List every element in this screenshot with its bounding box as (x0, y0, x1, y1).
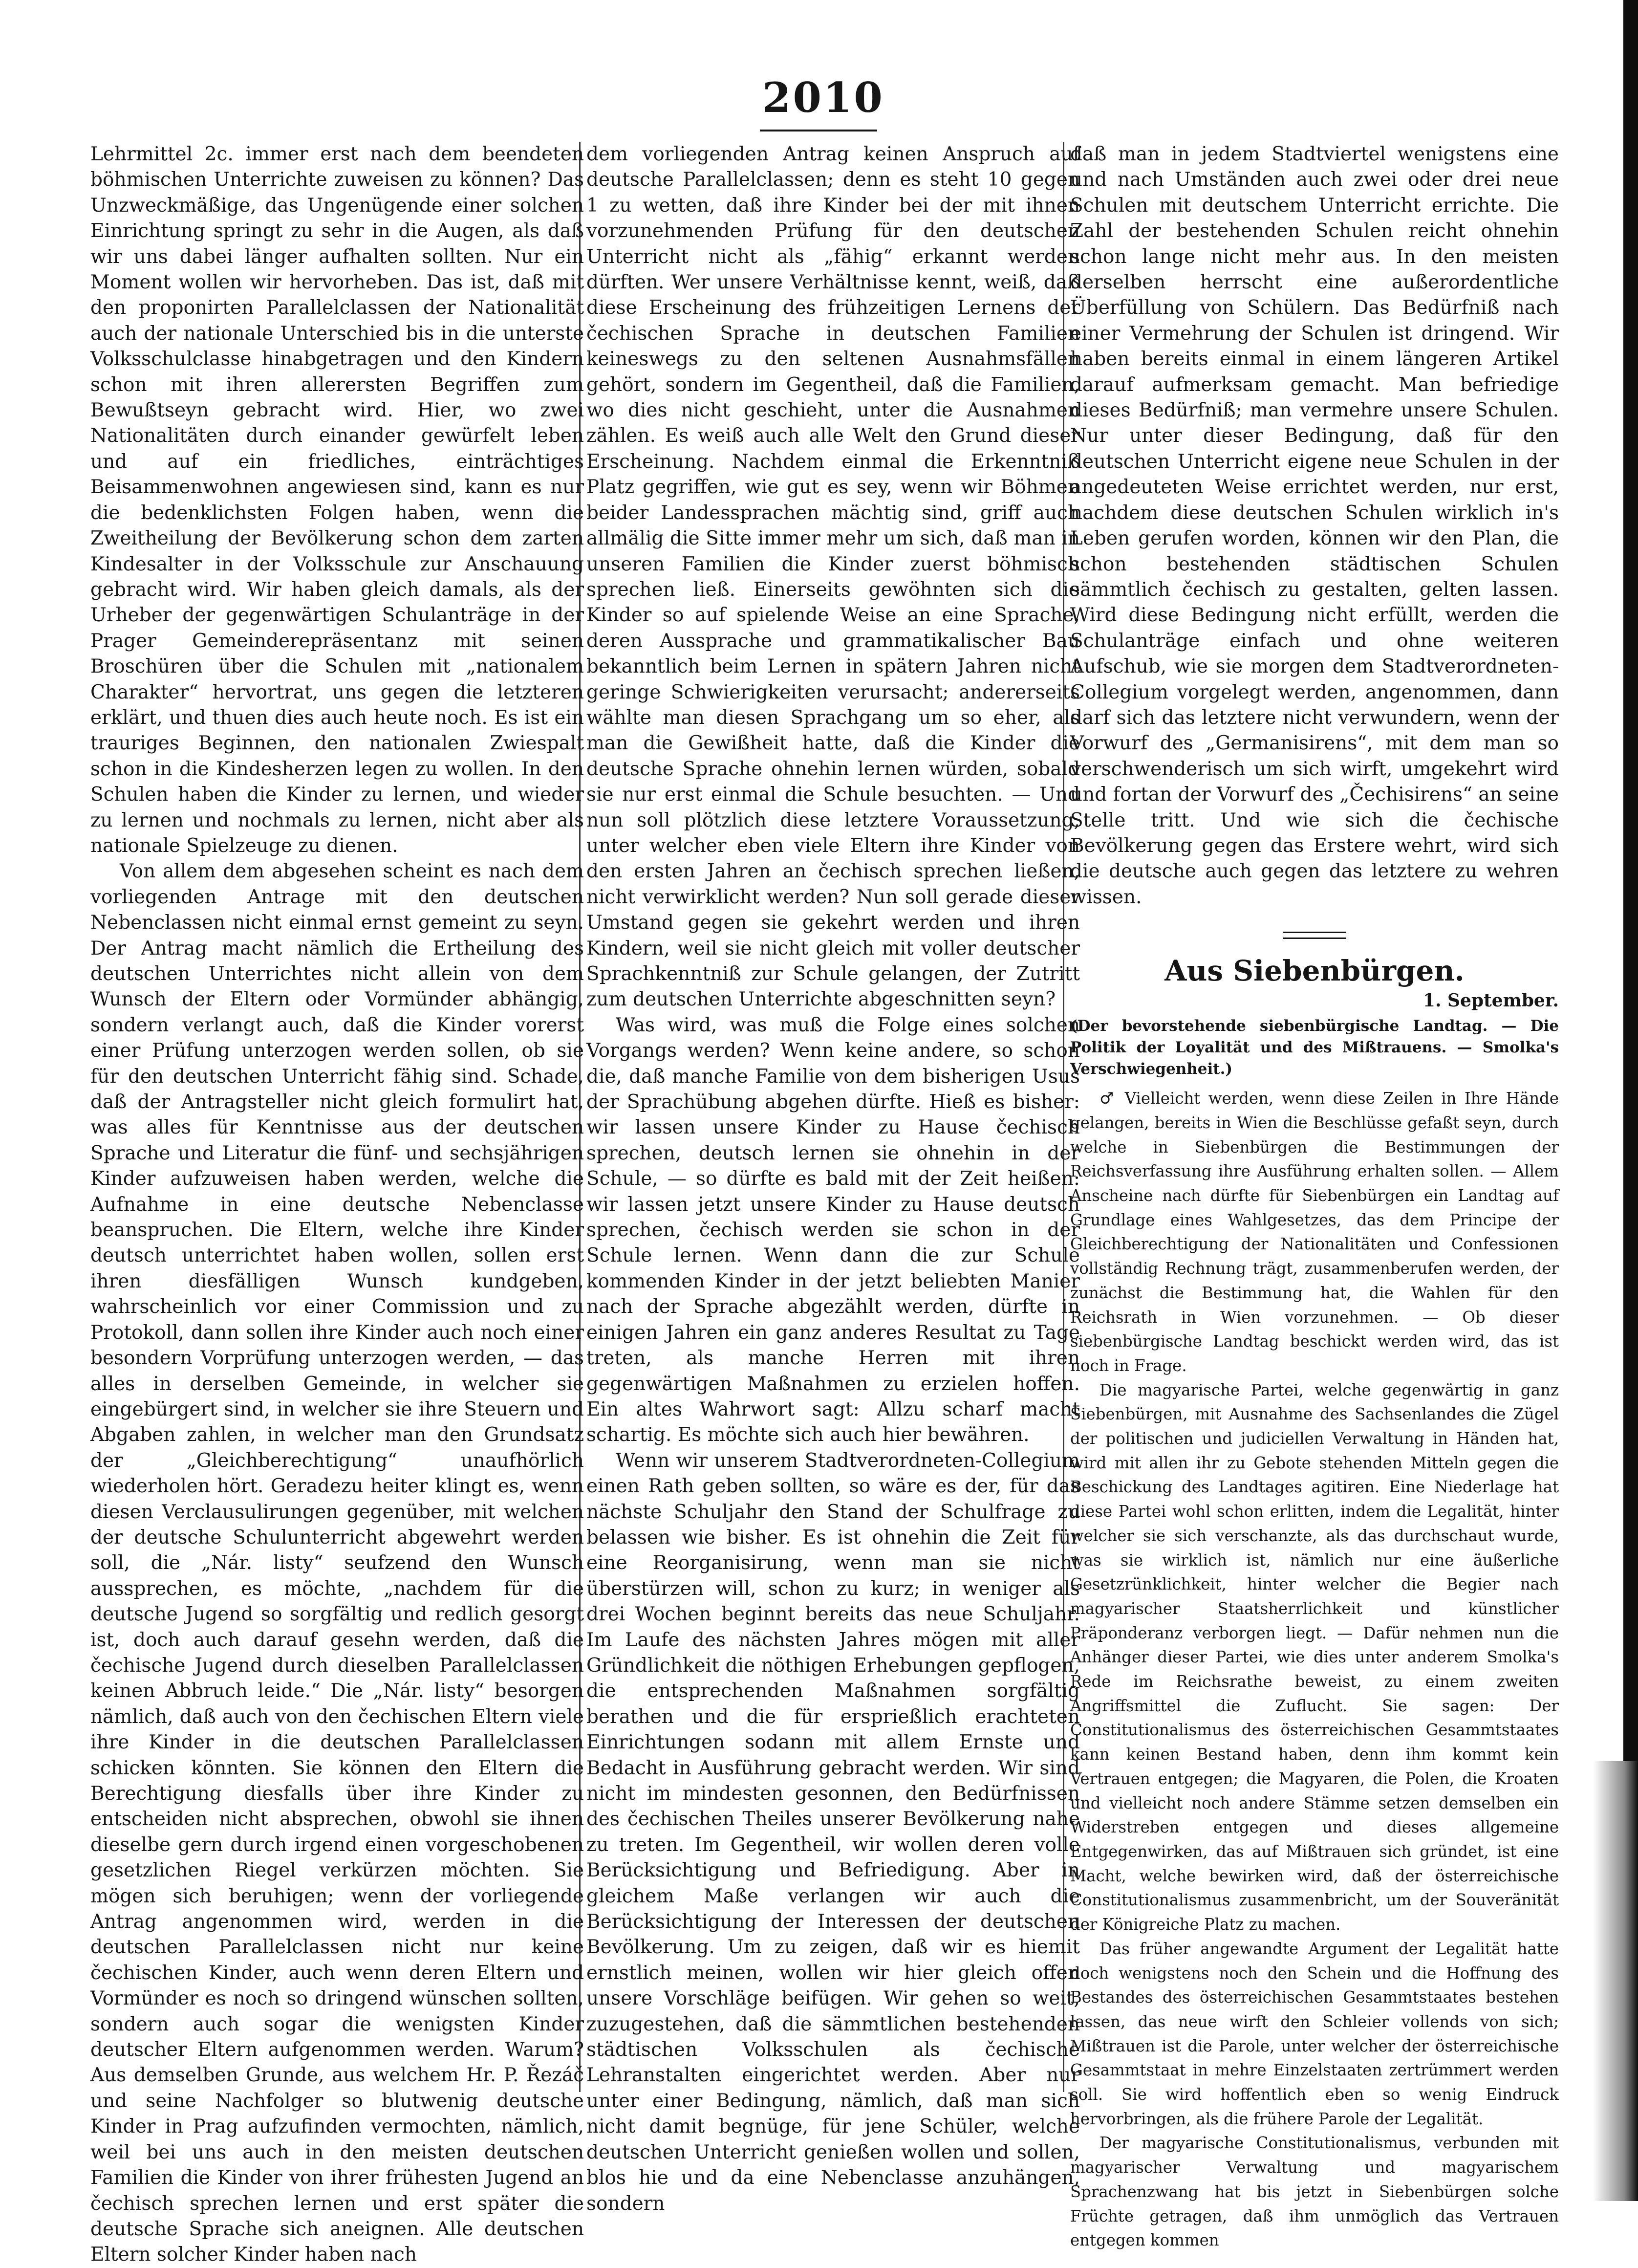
paragraph (1070, 1087, 1559, 1378)
correspondent-mark: ♂ (1099, 1089, 1117, 1108)
column-3 (1070, 142, 1559, 2250)
column-2 (586, 142, 1080, 2215)
paragraph: Das früher angewandte Argument der Legalität hatte doch wenigstens noch den Schein und die Hoffnung des Bestandes des österreichischen Gesammtstaates bestehen lassen, das neue wirft den Schleier vollends von sich; Mißtrauen ist die Parole, unter welcher der österreichische Gesammtstaat in mehre Einzelstaaten zertrümmert werden soll. Sie wird hoffentlich eben so wenig Eindruck hervorbringen, als die frühere Parole der Legalität. (1070, 1939, 1559, 2128)
paragraph: Wenn wir unserem Stadtverordneten-Collegium einen Rath geben sollten, so wäre es der, für das nächste Schuljahr den Stand der Schulfrage zu belassen wie bisher. Es ist ohnehin die Zeit für eine Reorganisirung, wenn man sie nicht überstürzen will, schon zu kurz; in weniger als drei Wochen beginnt bereits das neue Schuljahr. Im Laufe des nächsten Jahres mögen mit aller Gründlichkeit die nöthigen Erhebungen gepflogen, die entsprechenden Maßnahmen sorgfältig berathen und die für ersprießlich erachteten Einrichtungen sodann mit allem Ernste und Bedacht in Ausführung gebracht werden. Wir sind nicht im mindesten gesonnen, den Bedürfnissen des čechischen Theiles unserer Bevölkerung nahe zu treten. Im Gegentheil, wir wollen deren volle Berücksichtigung und Befriedigung. Aber in gleichem Maße verlangen wir auch die Berücksichtigung der Interessen der deutschen Bevölkerung. Um zu zeigen, daß wir es hiemit ernstlich meinen, wollen wir hier gleich offen unsere Vorschläge beifügen. Wir gehen so weit, zuzugestehen, daß die sämmtlichen bestehenden städtischen Volksschulen als čechische Lehranstalten eingerichtet werden. Aber nur unter einer Bedingung, nämlich, daß man sich nicht damit begnüge, für jene Schüler, welche deutschen Unterricht genießen wollen und sollen, blos hie und da eine Nebenclasse anzuhängen, sondern (586, 1449, 1080, 2215)
article-summary: (Der bevorstehende siebenbürgische Landtag. — Die Politik der Loyalität und des Mißtrauens. — Smolka's Verschwiegenheit.) (1070, 1017, 1559, 1078)
section-divider (1283, 932, 1346, 939)
paragraph: dem vorliegenden Antrag keinen Anspruch auf deutsche Parallelclassen; denn es steht 10 gegen 1 zu wetten, daß ihre Kinder bei der mit ihnen vorzunehmenden Prüfung für den deutschen Unterricht nicht als „fähig“ erkannt werden dürften. Wer unsere Verhältnisse kennt, weiß, daß diese Erscheinung des frühzeitigen Lernens der čechischen Sprache in deutschen Familien keineswegs zu den seltenen Ausnahmsfällen gehört, sondern im Gegentheil, daß die Familien, wo dies nicht geschieht, unter die Ausnahmen zählen. Es weiß auch alle Welt den Grund dieser Erscheinung. Nachdem einmal die Erkenntniß Platz gegriffen, wie gut es sey, wenn wir Böhmen beider Landessprachen mächtig sind, griff auch allmälig die Sitte immer mehr um sich, daß man in unseren Familien die Kinder zuerst böhmisch sprechen ließ. Einerseits gewöhnten sich die Kinder so auf spielende Weise an eine Sprache, deren Aussprache und grammatikalischer Bau bekanntlich beim Lernen in spätern Jahren nicht geringe Schwierigkeiten verursacht; andererseits wählte man diesen Sprachgang um so eher, als man die Gewißheit hatte, daß die Kinder die deutsche Sprache ohnehin lernen würden, sobald sie nur erst einmal die Schule besuchten. — Und nun soll plötzlich diese letztere Voraussetzung, unter welcher eben viele Eltern ihre Kinder von den ersten Jahren an čechisch sprechen ließen, nicht verwirklicht werden? Nun soll gerade dieser Umstand gegen sie gekehrt werden und ihren Kindern, weil sie nicht gleich mit voller deutscher Sprachkenntniß zur Schule gelangen, der Zutritt zum deutschen Unterrichte abgeschnitten seyn? (586, 143, 1080, 1011)
paragraph: Von allem dem abgesehen scheint es nach dem vorliegenden Antrage mit den deutschen Nebenclassen nicht einmal ernst gemeint zu seyn. Der Antrag macht nämlich die Ertheilung des deutschen Unterrichtes nicht allein von dem Wunsch der Eltern oder Vormünder abhängig, sondern verlangt auch, daß die Kinder vorerst einer Prüfung unterzogen werden sollen, ob sie für den deutschen Unterricht fähig sind. Schade, daß der Antragsteller nicht gleich formulirt hat, was alles für Kenntnisse aus der deutschen Sprache und Literatur die fünf- und sechsjährigen Kinder aufzuweisen haben werden, welche die Aufnahme in eine deutsche Nebenclasse beanspruchen. Die Eltern, welche ihre Kinder deutsch unterrichtet haben wollen, sollen erst ihren diesfälligen Wunsch kundgeben, wahrscheinlich vor einer Commission und zu Protokoll, dann sollen ihre Kinder auch noch einer besondern Vorprüfung unterzogen werden, — das alles in derselben Gemeinde, in welcher sie eingebürgert sind, in welcher sie ihre Steuern und Abgaben zahlen, in welcher man den Grundsatz der „Gleichberechtigung“ unaufhörlich wiederholen hört. Geradezu heiter klingt es, wenn diesen Verclausulirungen gegenüber, mit welchen der deutsche Schulunterricht abgewehrt werden soll, die „Nár. listy“ seufzend den Wunsch aussprechen, es möchte, „nachdem für die deutsche Jugend so sorgfältig und redlich gesorgt ist, doch auch darauf gesehn werden, daß die čechische Jugend durch dieselben Parallelclassen keinen Abbruch leide.“ Die „Nár. listy“ besorgen nämlich, daß auch von den čechischen Eltern viele ihre Kinder in die deutschen Parallelclassen schicken könnten. Sie können den Eltern die Berechtigung diesfalls über ihre Kinder zu entscheiden nicht absprechen, obwohl sie ihnen dieselbe gern durch irgend einen vorgeschobenen gesetzlichen Riegel verkürzen möchten. Sie mögen sich beruhigen; wenn der vorliegende Antrag angenommen wird, werden in die deutschen Parallelclassen nicht nur keine čechischen Kinder, auch wenn deren Eltern und Vormünder es noch so dringend wünschen sollten, sondern auch sogar die wenigsten Kinder deutscher Eltern aufgenommen werden. Warum? Aus demselben Grunde, aus welchem Hr. P. Řezáč und seine Nachfolger so blutwenig deutsche Kinder in Prag aufzufinden vermochten, nämlich, weil bei uns auch in den meisten deutschen Familien die Kinder von ihrer frühesten Jugend an čechisch sprechen lernen und erst später die deutsche Sprache sich aneignen. Alle deutschen Eltern solcher Kinder haben nach (90, 860, 584, 2266)
paragraph: Die magyarische Partei, welche gegenwärtig in ganz Siebenbürgen, mit Ausnahme des Sachsenlandes die Zügel der politischen und judiciellen Verwaltung in Händen hat, wird mit allen ihr zu Gebote stehenden Mitteln gegen die Beschickung des Landtages agitiren. Eine Niederlage hat diese Partei wohl schon erlitten, indem die Legalität, hinter welcher sie sich verschanzte, als das durchschaut wurde, was sie wirklich ist, nämlich nur eine äußerliche Gesetzrünklichkeit, hinter welcher die Begier nach magyarischer Staatsherrlichkeit und künstlicher Präponderanz verborgen liegt. — Dafür nehmen nun die Anhänger dieser Partei, wie dies unter anderem Smolka's Rede im Reichsrathe beweist, zu einem zweiten Angriffsmittel die Zuflucht. Sie sagen: Der Constitutionalismus des österreichischen Gesammtstaates kann keinen Bestand haben, denn ihm kommt kein Vertrauen entgegen; die Magyaren, die Polen, die Kroaten und vielleicht noch andere Stämme setzen demselben ein Widerstreben entgegen und dieses allgemeine Entgegenwirken, das auf Mißtrauen sich gründet, ist eine Macht, welche bewirken wird, daß der österreichische Constitutionalismus zusammenbricht, um der Souveränität der Königreiche Platz zu machen. (1070, 1380, 1559, 1934)
paragraph: daß man in jedem Stadtviertel wenigstens eine und nach Umständen auch zwei oder drei neue Schulen mit deutschem Unterricht errichte. Die Zahl der bestehenden Schulen reicht ohnehin schon lange nicht mehr aus. In den meisten derselben herrscht eine außerordentliche Überfüllung von Schülern. Das Bedürfniß nach einer Vermehrung der Schulen ist dringend. Wir haben bereits einmal in einem längeren Artikel darauf aufmerksam gemacht. Man befriedige dieses Bedürfniß; man vermehre unsere Schulen. Nur unter dieser Bedingung, daß für den deutschen Unterricht eigene neue Schulen in der angedeuteten Weise errichtet werden, nur erst, nachdem diese deutschen Schulen wirklich in's Leben gerufen worden, können wir den Plan, die schon bestehenden städtischen Schulen sämmtlich čechisch zu gestalten, gelten lassen. Wird diese Bedingung nicht erfüllt, werden die Schulanträge einfach und ohne weiteren Aufschub, wie sie morgen dem Stadtverordneten-Collegium vorgelegt werden, angenommen, dann darf sich das letztere nicht verwundern, wenn der Vorwurf des „Germanisirens“, mit dem man so verschwenderisch um sich wirft, umgekehrt wird und fortan der Vorwurf des „Čechisirens“ an seine Stelle tritt. Und wie sich die čechische Bevölkerung gegen das Erstere wehrt, wird sich die deutsche auch gegen das letztere zu wehren wissen. (1070, 143, 1559, 908)
paragraph: Was wird, was muß die Folge eines solchen Vorgangs werden? Wenn keine andere, so schon die, daß manche Familie von dem bisherigen Usus der Sprachübung abgehen dürfte. Hieß es bisher: wir lassen unsere Kinder zu Hause čechisch sprechen, deutsch lernen sie ohnehin in der Schule, — so dürfte es bald mit der Zeit heißen: wir lassen jetzt unsere Kinder zu Hause deutsch sprechen, čechisch werden sie schon in der Schule lernen. Wenn dann die zur Schule kommenden Kinder in der jetzt beliebten Manier nach der Sprache abgezählt werden, dürfte in einigen Jahren ein ganz anderes Resultat zu Tage treten, als manche Herren mit ihren gegenwärtigen Maßnahmen zu erzielen hoffen. Ein altes Wahrwort sagt: Allzu scharf macht schartig. Es möchte sich auch hier bewähren. (586, 1014, 1080, 1446)
dateline: 1. September. (1422, 990, 1559, 1011)
column-1 (90, 142, 584, 2266)
paragraph-text: Vielleicht werden, wenn diese Zeilen in Ihre Hände gelangen, bereits in Wien die Beschlüsse gefaßt seyn, durch welche in Siebenbürgen die Bestimmungen der Reichsverfassung ihre Ausführung erhalten sollen. — Allem Anscheine nach dürfte für Siebenbürgen ein Landtag auf Grundlage eines Wahlgesetzes, das dem Principe der Gleichberechtigung der Nationalitäten und Confessionen vollständig Rechnung trägt, zusammenberufen werden, der zunächst die Bestimmung hat, die Wahlen für den Reichsrath in Wien vorzunehmen. — Ob dieser siebenbürgische Landtag beschickt werden wird, das ist noch in Frage. (1070, 1089, 1559, 1375)
paragraph: Der magyarische Constitutionalismus, verbunden mit magyarischer Verwaltung und magyarischem Sprachenzwang hat bis jetzt in Siebenbürgen solche Früchte getragen, daß ihm unmöglich das Vertrauen entgegen kommen (1070, 2134, 1559, 2250)
paragraph: Lehrmittel 2c. immer erst nach dem beendeten böhmischen Unterrichte zuweisen zu können? Das Unzweckmäßige, das Ungenügende einer solchen Einrichtung springt zu sehr in die Augen, als daß wir uns dabei länger aufhalten sollten. Nur ein Moment wollen wir hervorheben. Das ist, daß mit den proponirten Parallelclassen der Nationalität auch der nationale Unterschied bis in die unterste Volksschulclasse hinabgetragen und den Kindern schon mit ihren allerersten Begriffen zum Bewußtseyn gebracht wird. Hier, wo zwei Nationalitäten durch einander gewürfelt leben und auf ein friedliches, einträchtiges Beisammenwohnen angewiesen sind, kann es nur die bedenklichsten Folgen haben, wenn die Zweitheilung der Bevölkerung schon dem zarten Kindesalter in der Volksschule zur Anschauung gebracht wird. Wir haben gleich damals, als der Urheber der gegenwärtigen Schulanträge in der Prager Gemeinderepräsentanz mit seinen Broschüren über die Schulen mit „nationalem Charakter“ hervortrat, uns gegen die letzteren erklärt, und thuen dies auch heute noch. Es ist ein trauriges Beginnen, den nationalen Zwiespalt schon in die Kindesherzen legen zu wollen. In den Schulen haben die Kinder zu lernen, und wieder zu lernen und nochmals zu lernen, nicht aber als nationale Spielzeuge zu dienen. (90, 143, 584, 857)
section-title: Aus Siebenbürgen. (1164, 954, 1465, 988)
page-number: 2010 (762, 73, 884, 122)
page-number-rule (760, 130, 877, 131)
scan-edge-shadow (1593, 1761, 1638, 2201)
